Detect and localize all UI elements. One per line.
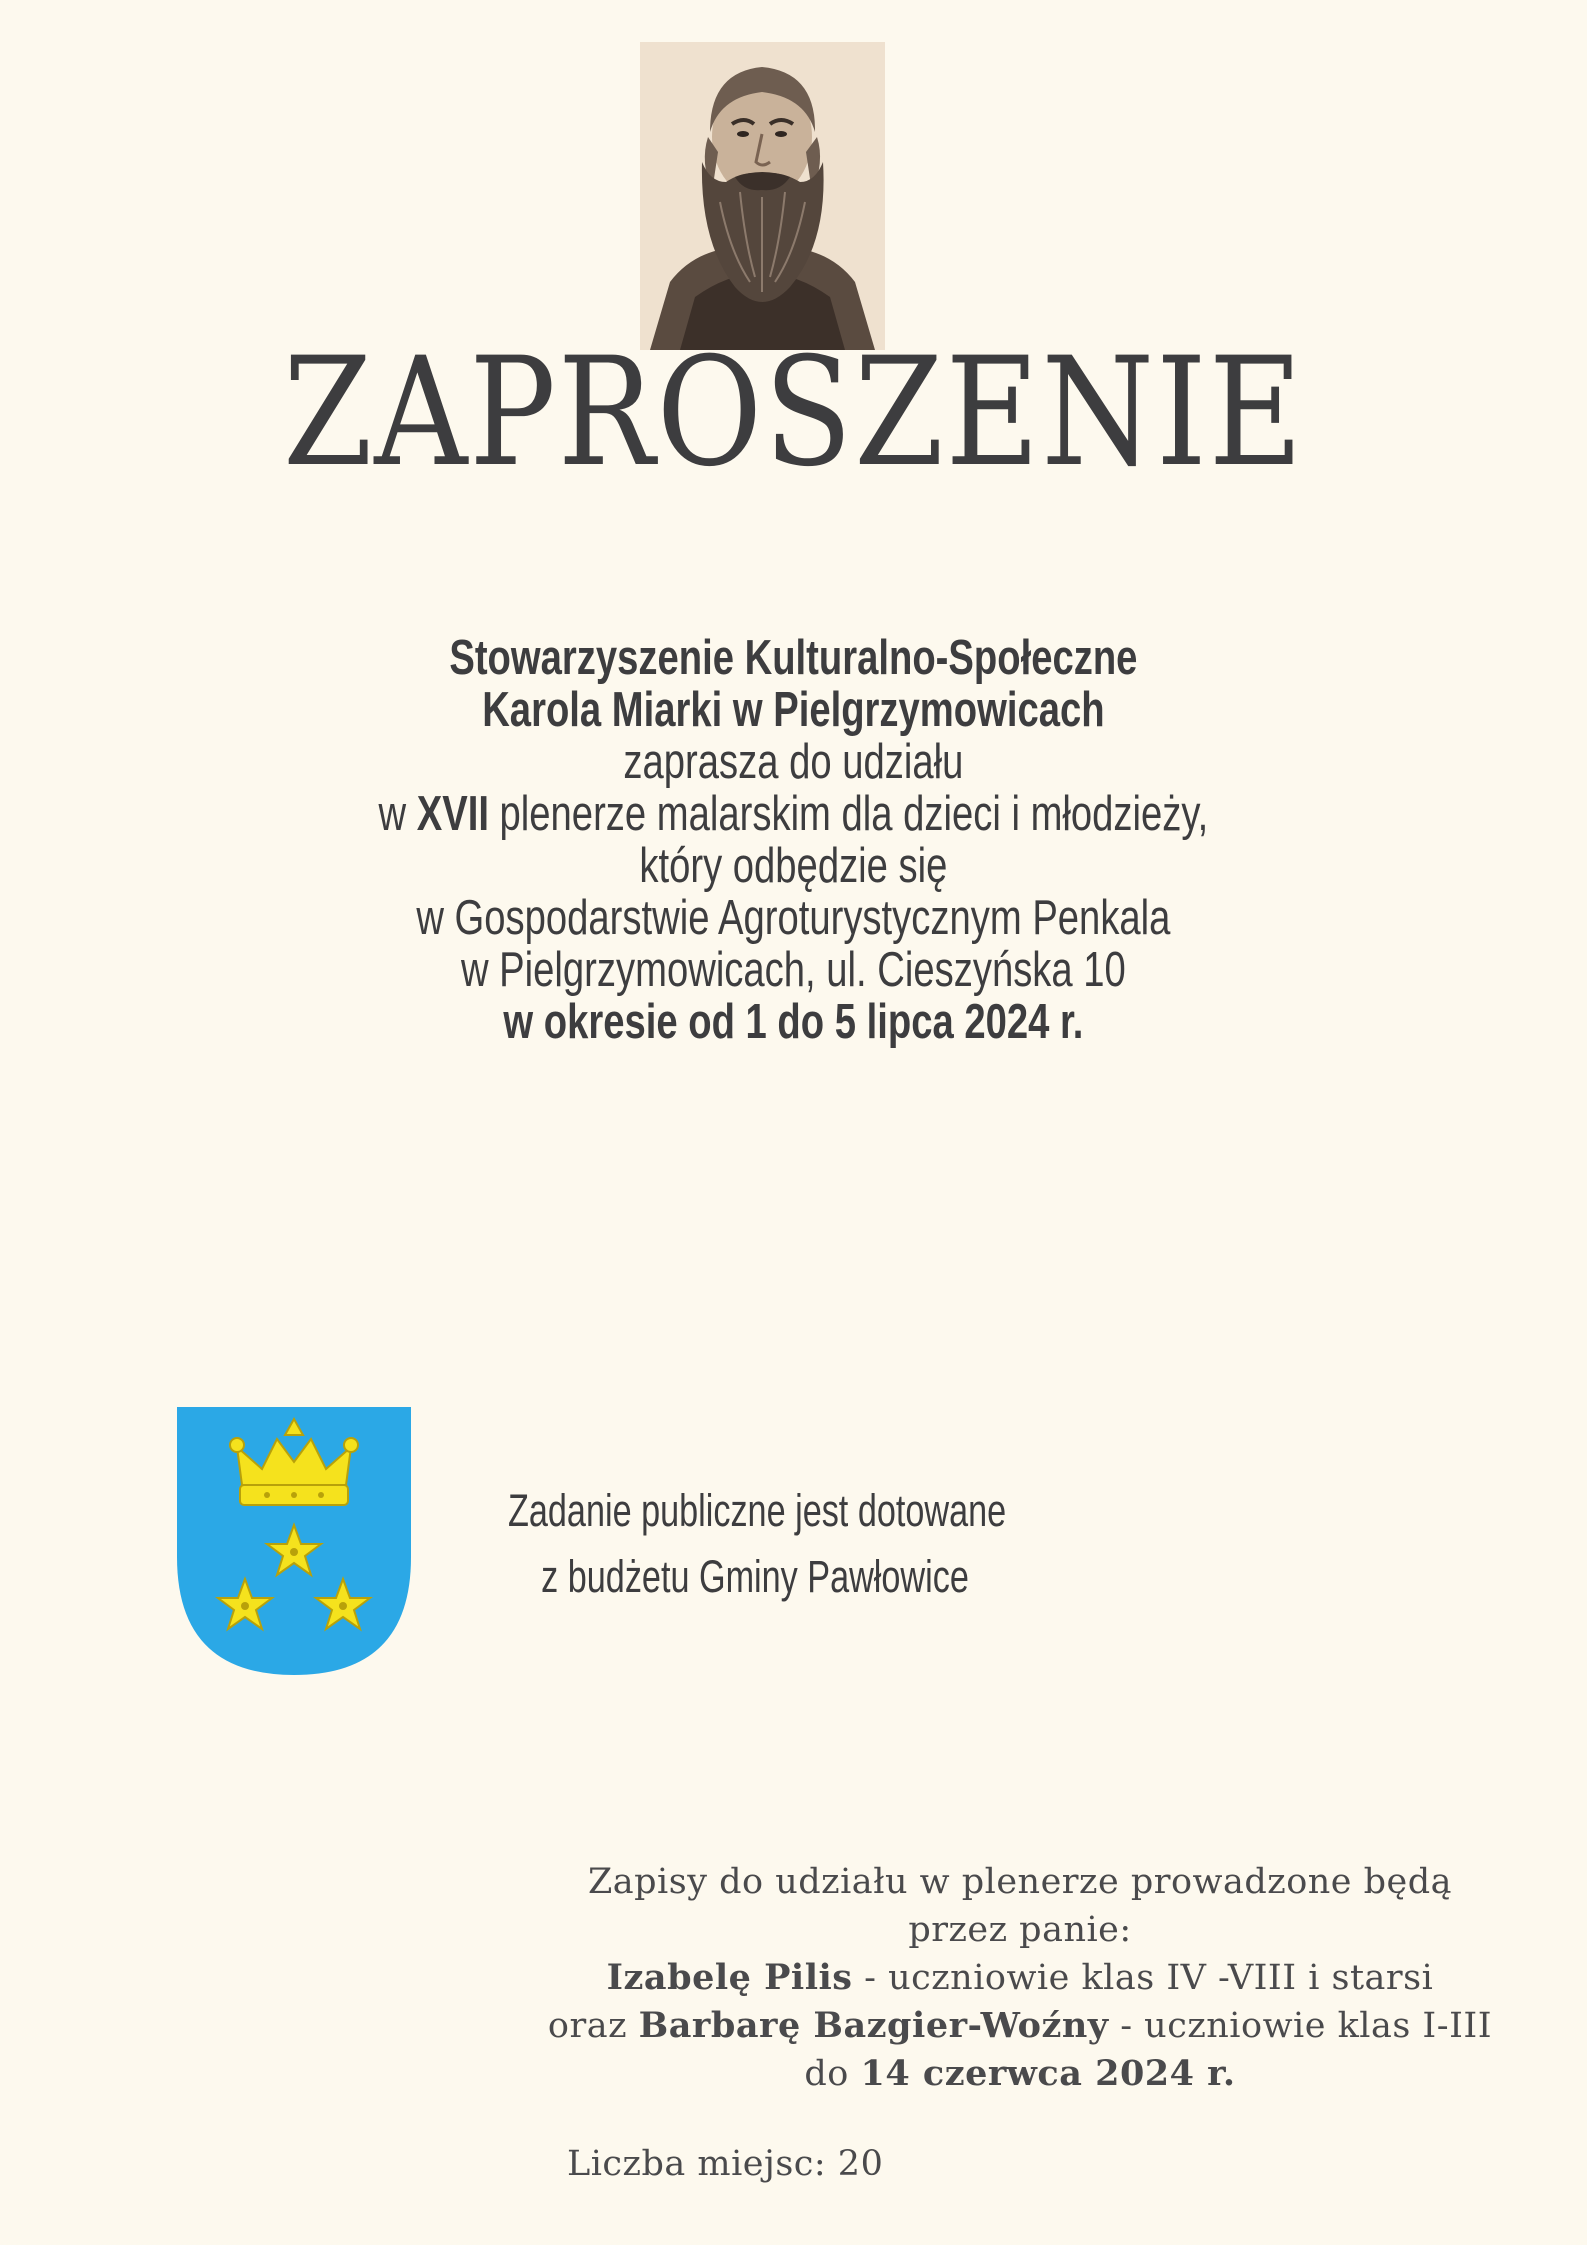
date-line: w okresie od 1 do 5 lipca 2024 r. — [503, 995, 1084, 1049]
page-title: ZAPROSZENIE — [282, 326, 1305, 500]
which-line: który odbędzie się — [639, 839, 948, 893]
coat-of-arms — [177, 1407, 411, 1675]
signup-deadline: do 14 czerwca 2024 r. — [804, 2053, 1236, 2094]
venue-line-1: w Gospodarstwie Agroturystycznym Penkala — [416, 891, 1171, 945]
funding-line-1: Zadanie publiczne jest dotowane — [508, 1485, 1007, 1536]
event-line: w XVII plenerze malarskim dla dzieci i młodzieży, — [378, 787, 1209, 841]
venue-line-2: w Pielgrzymowicach, ul. Cieszyńska 10 — [460, 943, 1126, 997]
signup-line-1: Zapisy do udziału w plenerze prowadzone będą — [587, 1862, 1453, 1902]
organization-line-1: Stowarzyszenie Kulturalno-Społeczne — [449, 631, 1138, 685]
organization-line-2: Karola Miarki w Pielgrzymowicach — [482, 683, 1105, 737]
signup-info — [520, 1858, 1520, 2098]
signup-person-1: Izabelę Pilis - uczniowie klas IV -VIII i starsi — [606, 1957, 1434, 1998]
event-edition: XVII — [416, 787, 489, 841]
places-count: Liczba miejsc: 20 — [567, 2144, 884, 2184]
funding-line-2: z budżetu Gminy Pawłowice — [541, 1551, 969, 1602]
funding-note — [430, 1478, 1080, 1610]
signup-line-2: przez panie: — [908, 1910, 1132, 1950]
pawlowice-coat-of-arms-icon — [177, 1407, 411, 1675]
portrait-image — [640, 42, 885, 350]
signup-person-2: oraz Barbarę Bazgier-Woźny - uczniowie klas I-III — [547, 2005, 1493, 2046]
bearded-man-portrait-icon — [640, 42, 885, 350]
invitation-text — [160, 632, 1427, 1048]
invite-line: zaprasza do udziału — [623, 735, 964, 789]
